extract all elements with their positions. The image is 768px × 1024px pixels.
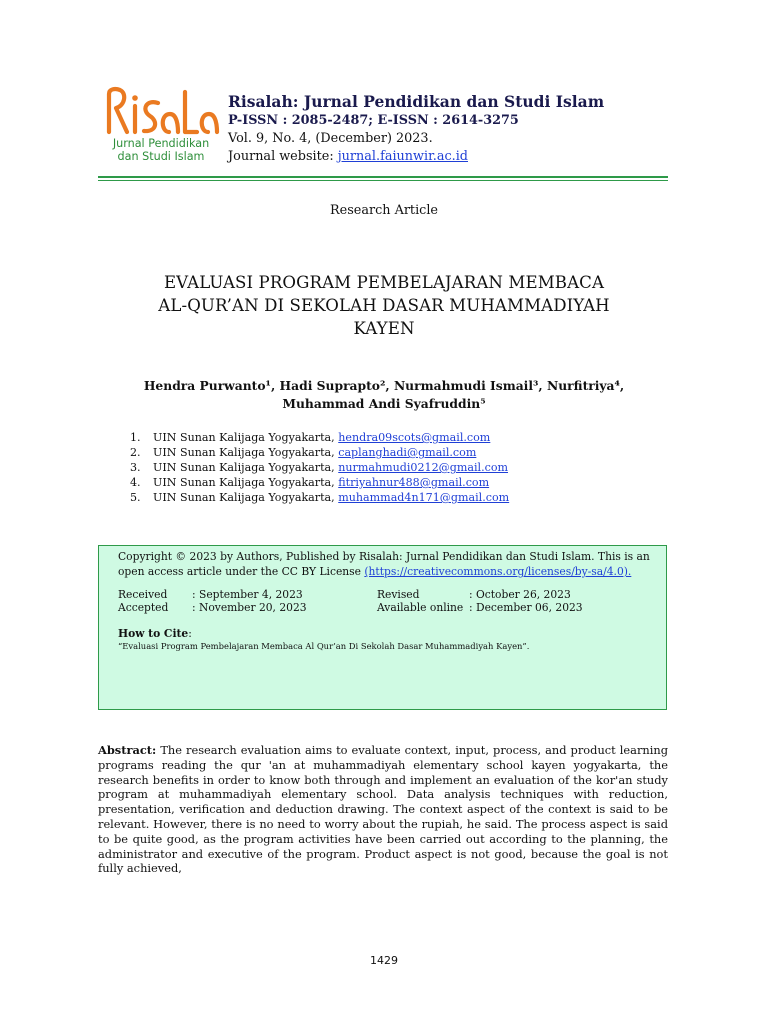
affiliation-institution: UIN Sunan Kalijaga Yogyakarta, xyxy=(153,431,335,444)
journal-website-link[interactable]: jurnal.faiunwir.ac.id xyxy=(337,149,468,164)
affiliation-number: 4. xyxy=(130,476,141,489)
affiliation-number: 5. xyxy=(130,491,141,504)
affiliation-item xyxy=(130,475,509,490)
abstract-text: The research evaluation aims to evaluate context, input, process, and product learning programs reading the qur 'an at muhammadiyah elementary school kayen yogyakarta, the research benefits in order to know both through and implement an evaluation of the kor'an study program at muhammadiyah elementary school. Data analysis techniques with reduction, presentation, verification and deduction drawing. The context aspect of the context is said to be relevant. However, there is no need to worry about the rupiah, he said. The process aspect is said to be quite good, as the program activities have been carried out according to the planning, the administrator and executive of the program. Product aspect is not good, because the goal is not fully achieved, xyxy=(98,743,668,876)
affiliation-email-link[interactable]: caplanghadi@gmail.com xyxy=(338,446,477,459)
affiliation-email-link[interactable]: fitriyahnur488@gmail.com xyxy=(338,476,490,489)
affiliation-email-link[interactable]: muhammad4n171@gmail.com xyxy=(338,491,510,504)
affiliation-email-link[interactable]: hendra09scots@gmail.com xyxy=(338,431,491,444)
received-date: : September 4, 2023 xyxy=(192,588,303,601)
journal-website-label: Journal website: xyxy=(228,149,334,164)
header-rule-bottom xyxy=(98,180,668,181)
author-list xyxy=(110,377,658,413)
affiliation-item xyxy=(130,445,509,460)
affiliation-list xyxy=(130,430,509,505)
copyright-notice xyxy=(118,549,652,579)
author-line-1: Hendra Purwanto¹, Hadi Suprapto², Nurmahmudi Ismail³, Nurfitriya⁴, xyxy=(143,378,625,393)
title-line: AL-QUR’AN DI SEKOLAH DASAR MUHAMMADIYAH xyxy=(158,296,610,315)
author-line-2: Muhammad Andi Syafruddin⁵ xyxy=(282,396,486,411)
logo-subtitle-line2: dan Studi Islam xyxy=(117,150,205,163)
abstract xyxy=(98,743,668,876)
logo-subtitle xyxy=(106,137,216,163)
license-link[interactable]: (https://creativecommons.org/licenses/by-sa/4.0). xyxy=(364,565,632,578)
affiliation-institution: UIN Sunan Kalijaga Yogyakarta, xyxy=(153,461,335,474)
journal-website xyxy=(228,149,468,164)
how-to-cite-label: How to Cite xyxy=(118,627,189,640)
affiliation-number: 2. xyxy=(130,446,141,459)
risalah-logo xyxy=(103,86,221,136)
affiliation-number: 3. xyxy=(130,461,141,474)
affiliation-email-link[interactable]: nurmahmudi0212@gmail.com xyxy=(338,461,509,474)
how-to-cite-heading xyxy=(118,627,192,640)
header-rule-top xyxy=(98,176,668,178)
article-type: Research Article xyxy=(330,203,438,218)
online-date: : December 06, 2023 xyxy=(469,601,583,614)
affiliation-item xyxy=(130,430,509,445)
affiliation-number: 1. xyxy=(130,431,141,444)
journal-issn: P-ISSN : 2085-2487; E-ISSN : 2614-3275 xyxy=(228,113,519,128)
accepted-date: : November 20, 2023 xyxy=(192,601,307,614)
abstract-label: Abstract: xyxy=(98,743,157,757)
how-to-cite-colon: : xyxy=(188,627,192,640)
journal-volume: Vol. 9, No. 4, (December) 2023. xyxy=(228,131,433,146)
journal-title: Risalah: Jurnal Pendidikan dan Studi Islam xyxy=(228,92,605,111)
affiliation-item xyxy=(130,460,509,475)
online-label: Available online xyxy=(377,601,464,614)
affiliation-institution: UIN Sunan Kalijaga Yogyakarta, xyxy=(153,491,335,504)
article-title xyxy=(120,271,648,340)
logo-subtitle-line1: Jurnal Pendidikan xyxy=(112,137,210,150)
how-to-cite-text: “Evaluasi Program Pembelajaran Membaca Al Qur’an Di Sekolah Dasar Muhammadiyah Kayen”. xyxy=(118,641,530,651)
copyright-text: Copyright © 2023 by Authors, Published by Risalah: Jurnal Pendidikan dan Studi Islam. This is an open access article under the CC BY License xyxy=(118,550,650,578)
revised-date: : October 26, 2023 xyxy=(469,588,571,601)
received-label: Received xyxy=(118,588,168,601)
affiliation-institution: UIN Sunan Kalijaga Yogyakarta, xyxy=(153,446,335,459)
accepted-label: Accepted xyxy=(118,601,169,614)
page-number: 1429 xyxy=(370,954,398,967)
affiliation-institution: UIN Sunan Kalijaga Yogyakarta, xyxy=(153,476,335,489)
title-line: EVALUASI PROGRAM PEMBELAJARAN MEMBACA xyxy=(163,273,605,292)
title-line: KAYEN xyxy=(353,319,415,338)
revised-label: Revised xyxy=(377,588,420,601)
affiliation-item xyxy=(130,490,509,505)
